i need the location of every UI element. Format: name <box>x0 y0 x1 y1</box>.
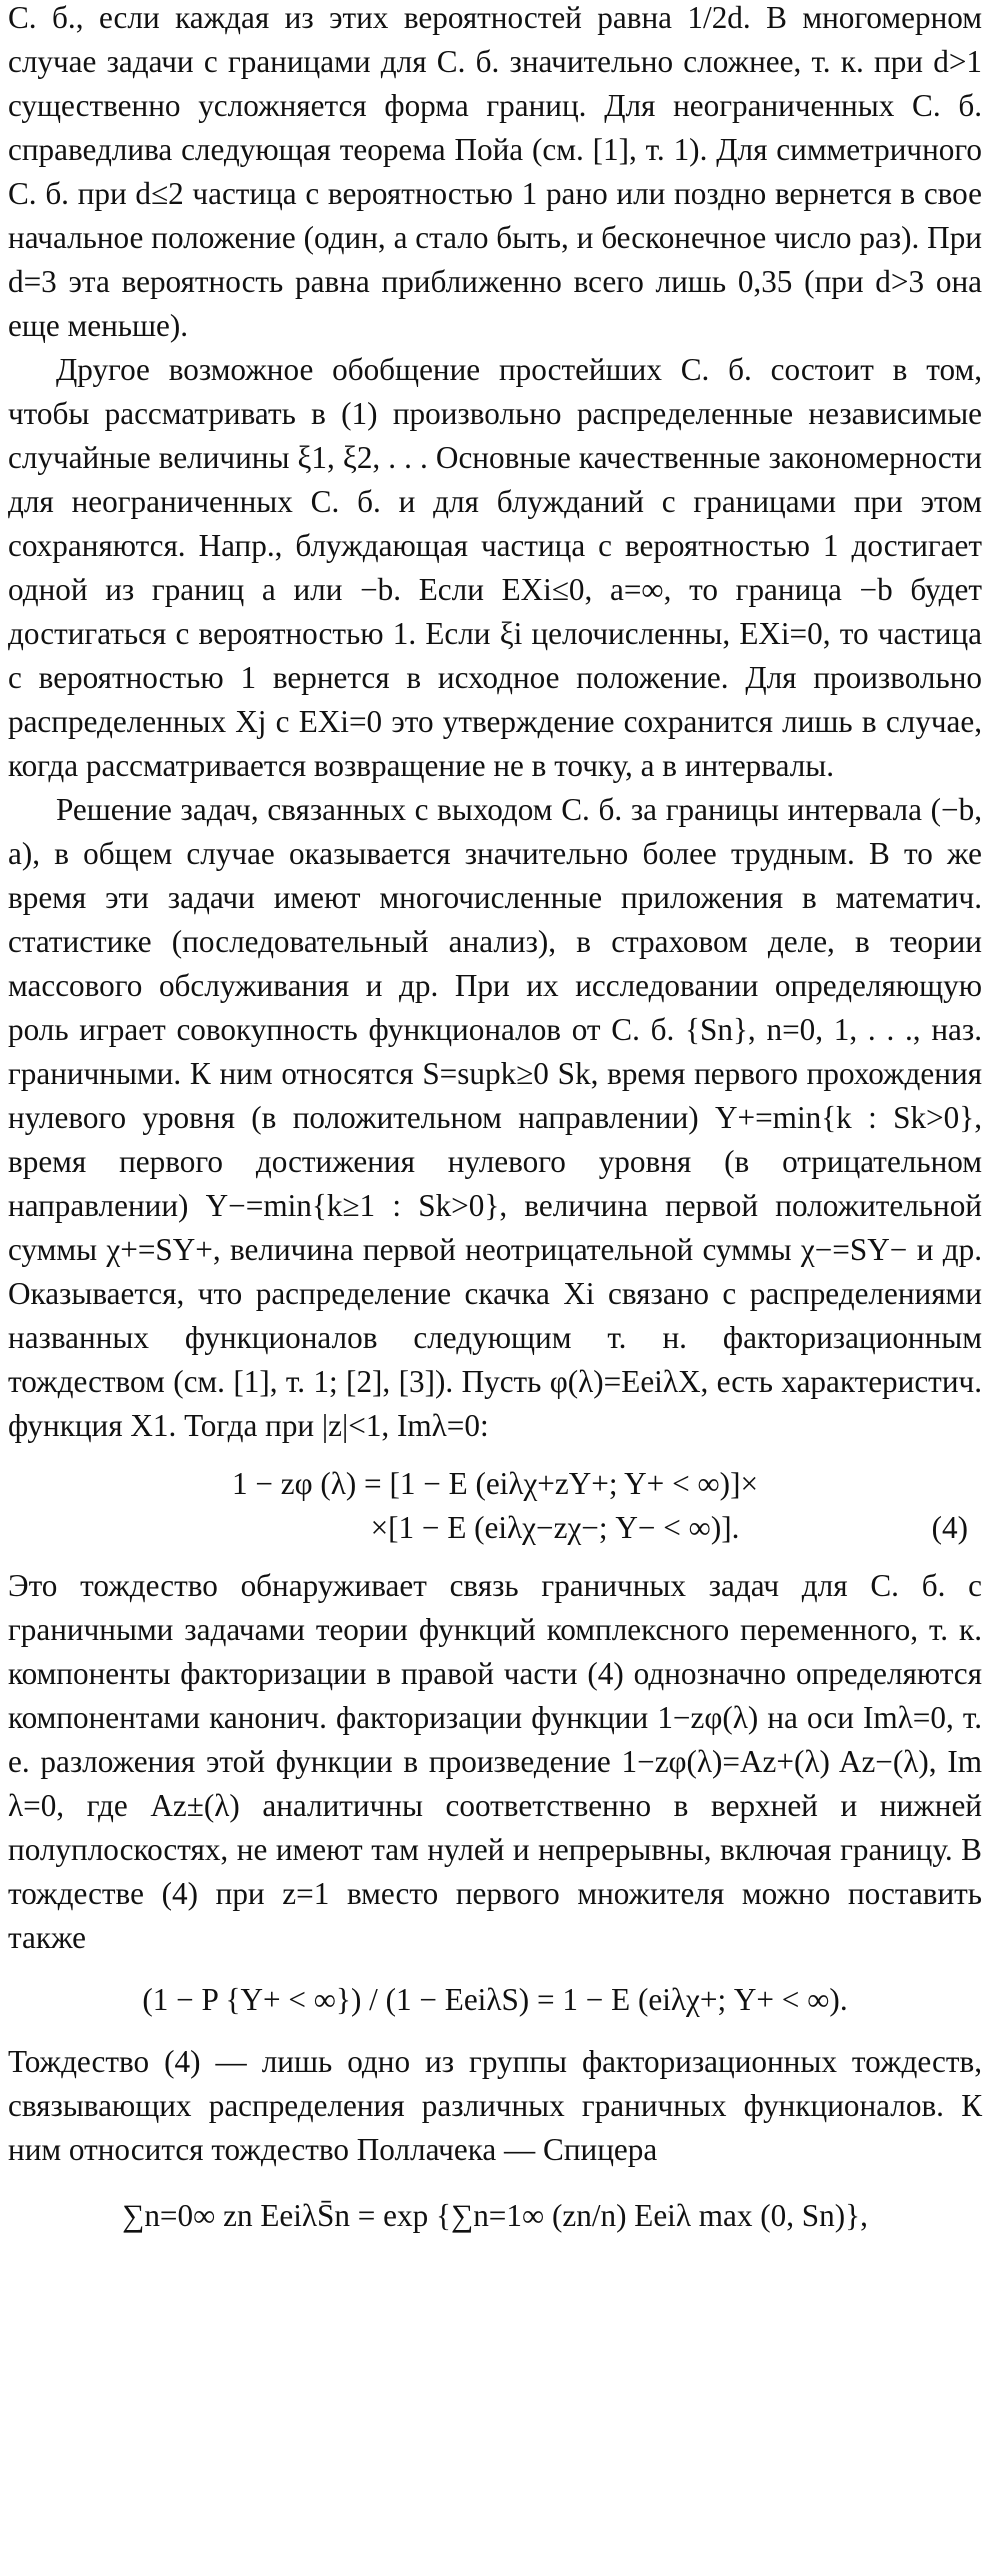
equation-5-line: (1 − P {Y+ < ∞}) / (1 − EeiλS) = 1 − E (eiλχ+; Y+ < ∞). <box>142 1982 848 2017</box>
paragraph-4: Это тождество обнаруживает связь граничных задач для С. б. с граничными задачами теории функций комплексного переменного, т. к. компоненты факторизации в правой части (4) однозначно определяются компонентами канонич. факторизации функции 1−zφ(λ) на оси Imλ=0, т. е. разложения этой функции в произведение 1−zφ(λ)=Az+(λ) Az−(λ), Im λ=0, где Az±(λ) аналитичны соответственно в верхней и нижней полуплоскостях, не имеют там нулей и непрерывны, включая границу. В тождестве (4) при z=1 вместо первого множителя можно поставить также <box>8 1568 982 1955</box>
paragraph-1: С. б., если каждая из этих вероятностей равна 1/2d. В многомерном случае задачи с границами для С. б. значительно сложнее, т. к. при d>1 существенно усложняется форма границ. Для неограниченных С. б. справедлива следующая теорема Пойа (см. [1], т. 1). Для симметричного С. б. при d≤2 частица с вероятностью 1 рано или поздно вернется в свое начальное положение (один, а стало быть, и бесконечное число раз). При d=3 эта вероятность равна приближенно всего лишь 0,35 (при d>3 она еще меньше). <box>8 0 982 343</box>
equation-4 <box>8 1462 982 1550</box>
paragraph-2: Другое возможное обобщение простейших С. б. состоит в том, чтобы рассматривать в (1) произвольно распределенные независимые случайные величины ξ1, ξ2, . . . Основные качественные закономерности для неограниченных С. б. и для блужданий с границами при этом сохраняются. Напр., блуждающая частица с вероятностью 1 достигает одной из границ a или −b. Если EXi≤0, a=∞, то граница −b будет достигаться с вероятностью 1. Если ξi целочисленны, EXi=0, то частица с вероятностью 1 вернется в исходное положение. Для произвольно распределенных Xj с EXi=0 это утверждение сохранится лишь в случае, когда рассматривается возвращение не в точку, а в интервалы. <box>8 352 982 783</box>
equation-6-line: ∑n=0∞ zn EeiλS̄n = exp {∑n=1∞ (zn/n) Eeiλ max (0, Sn)}, <box>122 2198 868 2233</box>
paragraph-5: Тождество (4) — лишь одно из группы факторизационных тождеств, связывающих распределения различных граничных функционалов. К ним относится тождество Поллачека — Спицера <box>8 2044 982 2167</box>
equation-4-number: (4) <box>931 1510 968 1545</box>
equation-5 <box>8 1978 982 2022</box>
equation-4-line-1: 1 − zφ (λ) = [1 − E (eiλχ+zY+; Y+ < ∞)]× <box>231 1466 759 1501</box>
paragraph-3: Решение задач, связанных с выходом С. б. за границы интервала (−b, a), в общем случае оказывается значительно более трудным. В то же время эти задачи имеют многочисленные приложения в математич. статистике (последовательный анализ), в страховом деле, в теории массового обслуживания и др. При их исследовании определяющую роль играет совокупность функционалов от С. б. {Sn}, n=0, 1, . . ., наз. граничными. К ним относятся S=supk≥0 Sk, время первого прохождения нулевого уровня (в положительном направлении) Y+=min{k : Sk>0}, время первого достижения нулевого уровня (в отрицательном направлении) Y−=min{k≥1 : Sk>0}, величина первой положительной суммы χ+=SY+, величина первой неотрицательной суммы χ−=SY− и др. Оказывается, что распределение скачка Xi связано с распределениями названных функционалов следующим т. н. факторизационным тождеством (см. [1], т. 1; [2], [3]). Пусть φ(λ)=EeiλX, есть характеристич. функция X1. Тогда при |z|<1, Imλ=0: <box>8 792 982 1443</box>
equation-4-line-2: ×[1 − E (eiλχ−zχ−; Y− < ∞)]. <box>370 1510 740 1545</box>
equation-6 <box>8 2194 982 2238</box>
